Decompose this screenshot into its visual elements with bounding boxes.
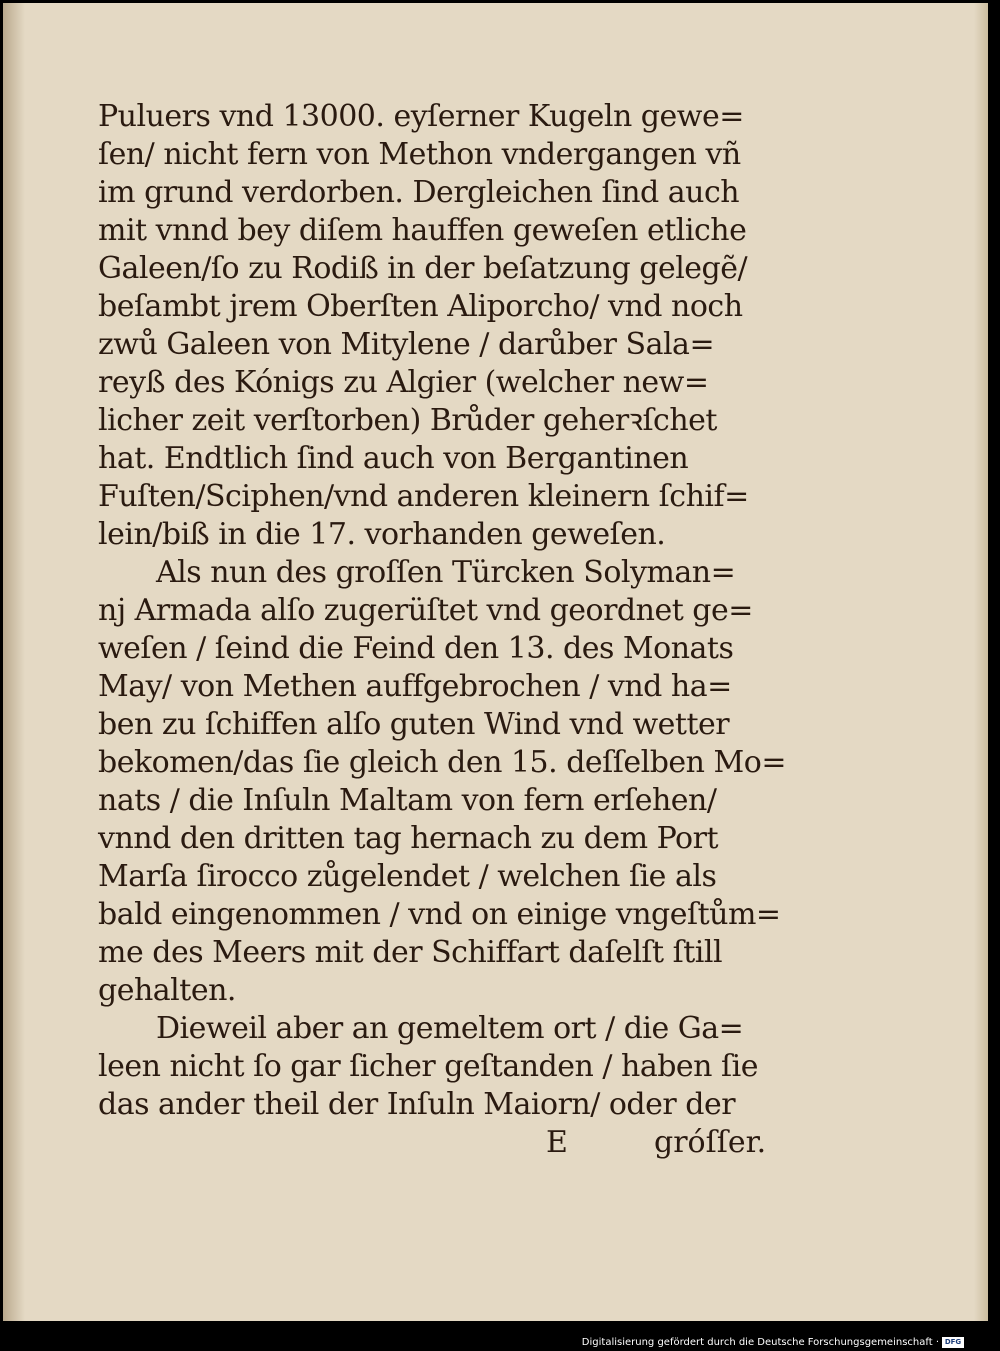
text-line: ſen/ nicht fern von Methon vndergangen vñ [98,137,741,172]
text-line: im grund verdorben. Dergleichen ſind auch [98,175,740,210]
text-line: bekomen/das ſie gleich den 15. deſſelben Mo= [98,745,786,780]
text-line: leen nicht ſo gar ſicher geſtanden / haben ſie [98,1049,758,1084]
text-line: weſen / ſeind die Feind den 13. des Monats [98,631,734,666]
text-line: licher zeit verſtorben) Brůder geherꝛſchet [98,403,717,438]
text-line: Galeen/ſo zu Rodiß in der beſatzung gelegẽ/ [98,251,748,286]
text-line: Dieweil aber an gemeltem ort / die Ga= [156,1011,744,1046]
text-line: Puluers vnd 13000. eyſerner Kugeln gewe= [98,99,744,134]
text-line: vnnd den dritten tag hernach zu dem Port [98,821,719,856]
text-line: Marſa ſirocco zůgelendet / welchen ſie als [98,859,717,894]
catchword-row [98,1125,778,1161]
text-line: Als nun des groſſen Türcken Solyman= [156,555,736,590]
text-line: beſambt jrem Oberſten Aliporcho/ vnd noch [98,289,743,324]
text-line: lein/biß in die 17. vorhanden geweſen. [98,517,666,552]
text-line: nj Armada alſo zugerüſtet vnd geordnet ge= [98,593,753,628]
text-line: nats / die Inſuln Maltam von fern erſehen/ [98,783,717,818]
text-line: mit vnnd bey diſem hauffen geweſen etliche [98,213,747,248]
text-line: gehalten. [98,973,236,1008]
text-line: ben zu ſchiffen alſo guten Wind vnd wetter [98,707,730,742]
text-line: bald eingenommen / vnd on einige vngeſtům= [98,897,781,932]
text-line: me des Meers mit der Schiffart daſelſt ſtill [98,935,723,970]
text-line: hat. Endtlich ſind auch von Bergantinen [98,441,689,476]
footer [582,1334,964,1350]
dfg-logo: DFG [942,1337,964,1348]
text-line: reyß des Kónigs zu Algier (welcher new= [98,365,709,400]
text-line: May/ von Methen auffgebrochen / vnd ha= [98,669,732,704]
text-line: Fuſten/Sciphen/vnd anderen kleinern ſchif= [98,479,749,514]
text-line: zwů Galeen von Mitylene / darůber Sala= [98,327,715,362]
book-page [3,3,988,1321]
signature-mark: E [546,1125,568,1160]
digitization-credit: Digitalisierung gefördert durch die Deutsche Forschungsgemeinschaft · [581,1336,939,1348]
catchword: gróſſer. [654,1125,767,1160]
text-line: das ander theil der Inſuln Maiorn/ oder der [98,1087,736,1122]
